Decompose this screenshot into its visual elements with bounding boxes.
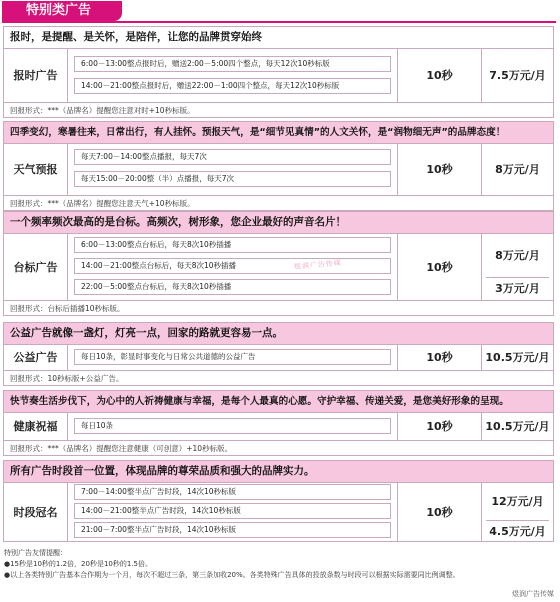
section-timeslot-sponsorship bbox=[3, 460, 554, 542]
price-value: 8万元/月 bbox=[495, 249, 540, 262]
header-rule bbox=[2, 21, 556, 23]
tips-item: ●以上各类特别广告基本合作期为一个月，每次不超过三条，第三条加收20%。各类特殊广告具体的投放条数与时段可以根据实际需要同比例调整。 bbox=[4, 571, 460, 579]
company-stamp: 煜润广告传媒 bbox=[293, 258, 343, 272]
section-weather-ads bbox=[3, 121, 554, 211]
schedule-line: 7:00－14:00整半点广告时段，14次10秒标版 bbox=[74, 484, 391, 500]
row-duration: 10秒 bbox=[398, 233, 482, 300]
section-time-signal-ads bbox=[3, 26, 554, 118]
row-schedule bbox=[68, 482, 398, 541]
row-price bbox=[482, 344, 553, 370]
row-name: 台标广告 bbox=[4, 233, 68, 300]
tips-block bbox=[4, 548, 552, 581]
row-name: 公益广告 bbox=[4, 344, 68, 370]
schedule-line: 6:00－13:00整点台标后，每天8次10秒插播 bbox=[74, 237, 391, 253]
row-price bbox=[482, 412, 553, 440]
return-form-note: 回报形式：10秒标版+公益广告。 bbox=[4, 370, 553, 388]
return-form-note: 回报形式：***（品牌名）提醒您注意天气+10秒标版。 bbox=[4, 195, 553, 213]
row-duration: 10秒 bbox=[398, 143, 482, 195]
row-schedule bbox=[68, 48, 398, 102]
row-name: 健康祝福 bbox=[4, 412, 68, 440]
return-form-note: 回报形式：***（品牌名）提醒您注意对时+10秒标版。 bbox=[4, 102, 553, 120]
row-price bbox=[482, 482, 553, 541]
section-banner: 所有广告时段首一位置，体现品牌的尊荣品质和强大的品牌实力。 bbox=[4, 461, 553, 483]
section-tab-special-ads: 特别类广告 bbox=[2, 1, 122, 21]
schedule-line: 14:00－21:00整半点广告时段，14次10秒标版 bbox=[74, 503, 391, 519]
row-price bbox=[482, 48, 553, 102]
row-duration: 10秒 bbox=[398, 344, 482, 370]
price-divider bbox=[486, 520, 549, 521]
row-name: 天气预报 bbox=[4, 143, 68, 195]
schedule-line: 6:00－13:00整点报时后，赠送2:00－5:00四个整点，每天12次10秒标版 bbox=[74, 56, 391, 72]
schedule-line: 22:00－5:00整点台标后，每天8次10秒插播 bbox=[74, 279, 391, 295]
schedule-line: 14:00－21:00整点台标后，每天8次10秒插播 bbox=[74, 258, 391, 274]
tips-title: 特别广告友情提醒： bbox=[4, 549, 67, 557]
return-form-note: 回报形式：台标后插播10秒标版。 bbox=[4, 300, 553, 318]
schedule-line: 21:00－7:00整半点广告时段，14次10秒标版 bbox=[74, 522, 391, 538]
tips-item: ●15秒是10秒的1.2倍，20秒是10秒的1.5倍。 bbox=[4, 560, 153, 568]
price-value: 4.5万元/月 bbox=[489, 524, 546, 538]
section-banner: 报时，是提醒、是关怀，是陪伴，让您的品牌贯穿始终 bbox=[4, 27, 553, 49]
watermark: 煜润广告传媒 bbox=[512, 590, 554, 598]
schedule-line: 每日10条，彰显时事变化与日常公共道德的公益广告 bbox=[74, 349, 391, 365]
section-station-id-ads bbox=[3, 211, 554, 316]
price-value: 12万元/月 bbox=[491, 495, 544, 508]
section-banner: 一个频率频次最高的是台标。高频次，树形象，您企业最好的声音名片！ bbox=[4, 212, 553, 234]
section-public-service-ads bbox=[3, 322, 554, 386]
schedule-line: 每日10条 bbox=[74, 418, 391, 434]
schedule-line: 每天15:00－20:00整（半）点播报，每天7次 bbox=[74, 171, 391, 187]
section-banner: 四季变幻，寒暑往来，日常出行，有人挂怀。预报天气，是“细节见真情”的人文关怀，是“润物细无声”的品牌态度！ bbox=[4, 122, 553, 144]
row-price bbox=[482, 143, 553, 195]
row-duration: 10秒 bbox=[398, 48, 482, 102]
row-price bbox=[482, 233, 553, 300]
price-divider bbox=[486, 277, 549, 278]
section-health-blessing-ads bbox=[3, 390, 554, 456]
return-form-note: 回报形式：***（品牌名）提醒您注意健康（可创意）+10秒标版。 bbox=[4, 440, 553, 458]
schedule-line: 14:00－21:00整点报时后，赠送22:00－1:00四个整点，每天12次10秒标版 bbox=[74, 78, 391, 94]
row-duration: 10秒 bbox=[398, 412, 482, 440]
price-value: 3万元/月 bbox=[495, 282, 540, 295]
price-value: 8万元/月 bbox=[495, 163, 540, 176]
row-schedule bbox=[68, 344, 398, 370]
price-value: 7.5万元/月 bbox=[489, 69, 546, 82]
section-banner: 快节奏生活步伐下，为心中的人祈祷健康与幸福，是每个人最真的心愿。守护幸福、传递关爱，是您美好形象的呈现。 bbox=[4, 391, 553, 413]
row-duration: 10秒 bbox=[398, 482, 482, 541]
section-banner: 公益广告就像一盏灯，灯亮一点，回家的路就更容易一点。 bbox=[4, 323, 553, 345]
schedule-line: 每天7:00－14:00整点播报，每天7次 bbox=[74, 149, 391, 165]
price-value: 10.5万元/月 bbox=[485, 420, 550, 433]
row-schedule bbox=[68, 412, 398, 440]
row-name: 时段冠名 bbox=[4, 482, 68, 541]
row-schedule bbox=[68, 143, 398, 195]
row-name: 报时广告 bbox=[4, 48, 68, 102]
price-value: 10.5万元/月 bbox=[485, 351, 550, 364]
